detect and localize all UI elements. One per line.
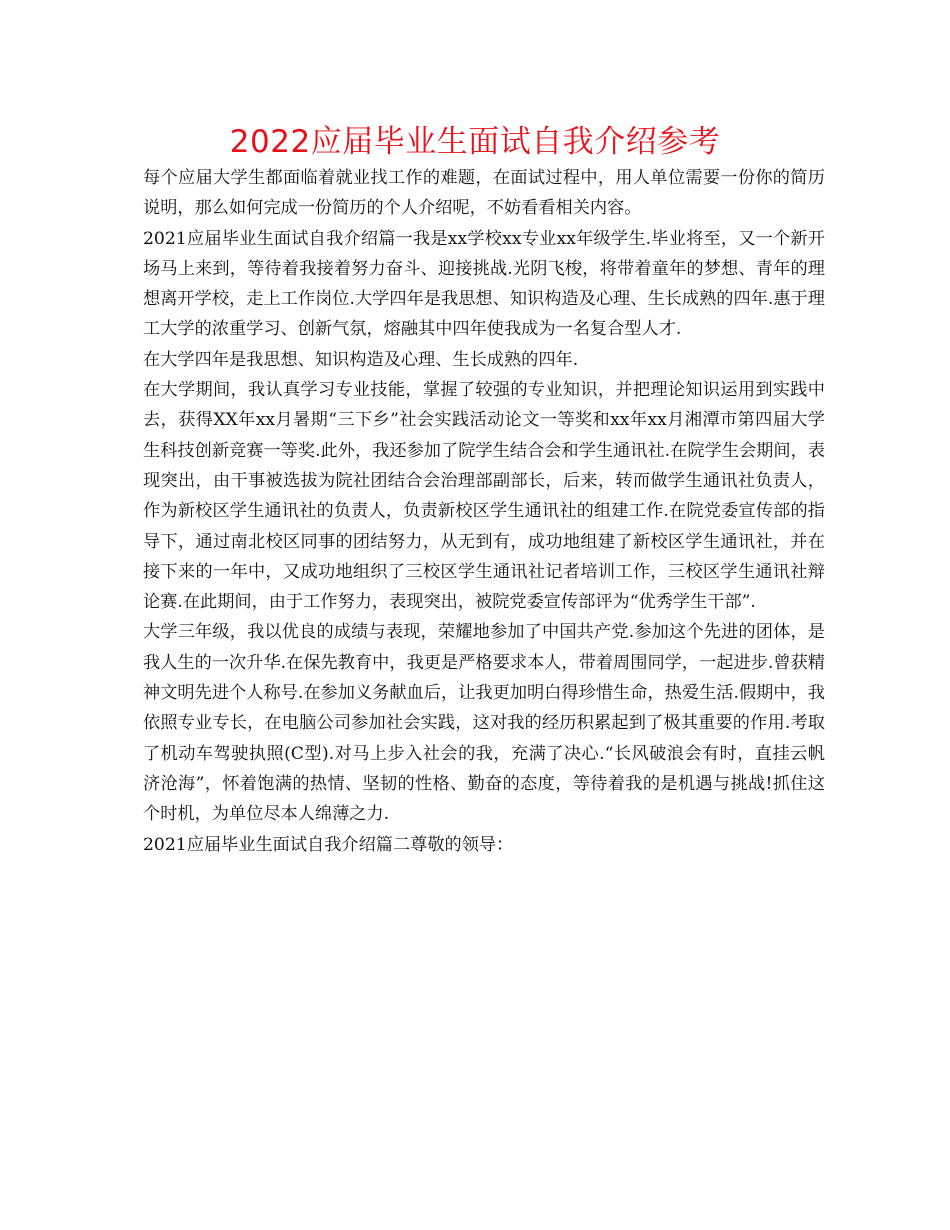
paragraph-university-period: 在大学期间，我认真学习专业技能，掌握了较强的专业知识，并把理论知识运用到实践中去，获得XX年xx月暑期“三下乡”社会实践活动论文一等奖和xx年xx月湘潭市第四届大学生科技创新竞赛一等奖.此外，我还参加了院学生结合会和学生通讯社.在院学生会期间，表现突出，由干事被选拔为院社团结合会治理部副部长，后来，转而做学生通讯社负责人，作为新校区学生通讯社的负责人，负责新校区学生通讯社的组建工作.在院党委宣传部的指导下，通过南北校区同事的团结努力，从无到有，成功地组建了新校区学生通讯社，并在接下来的一年中，又成功地组织了三校区学生通讯社记者培训工作，三校区学生通讯社辩论赛.在此期间，由于工作努力，表现突出，被院党委宣传部评为“优秀学生干部”.	[143, 380, 825, 613]
document-body	[143, 163, 825, 860]
paragraph-self-intro-two: 2021应届毕业生面试自我介绍篇二尊敬的领导：	[143, 834, 514, 855]
paragraph-self-intro-one: 2021应届毕业生面试自我介绍篇一我是xx学校xx专业xx年级学生.毕业将至，又一个新开场马上来到，等待着我接着努力奋斗、迎接挑战.光阴飞梭，将带着童年的梦想、青年的理想离开学校，走上工作岗位.大学四年是我思想、知识构造及心理、生长成熟的四年.惠于理工大学的浓重学习、创新气氛，熔融其中四年使我成为一名复合型人才.	[143, 228, 825, 340]
paragraph-intro: 每个应届大学生都面临着就业找工作的难题，在面试过程中，用人单位需要一份你的简历说明，那么如何完成一份简历的个人介绍呢，不妨看看相关内容。	[143, 168, 825, 219]
paragraph-third-year: 大学三年级，我以优良的成绩与表现，荣耀地参加了中国共产党.参加这个先进的团体，是我人生的一次升华.在保先教育中，我更是严格要求本人，带着周围同学，一起进步.曾获精神文明先进个人称号.在参加义务献血后，让我更加明白得珍惜生命，热爱生活.假期中，我依照专业专长，在电脑公司参加社会实践，这对我的经历积累起到了极其重要的作用.考取了机动车驾驶执照(C型).对马上步入社会的我，充满了决心.“长风破浪会有时，直挂云帆济沧海”，怀着饱满的热情、坚韧的性格、勤奋的态度，等待着我的是机遇与挑战!抓住这个时机，为单位尽本人绵薄之力.	[143, 622, 825, 825]
paragraph-four-years: 在大学四年是我思想、知识构造及心理、生长成熟的四年.	[143, 349, 579, 370]
document-title: 2022应届毕业生面试自我介绍参考	[229, 124, 721, 160]
